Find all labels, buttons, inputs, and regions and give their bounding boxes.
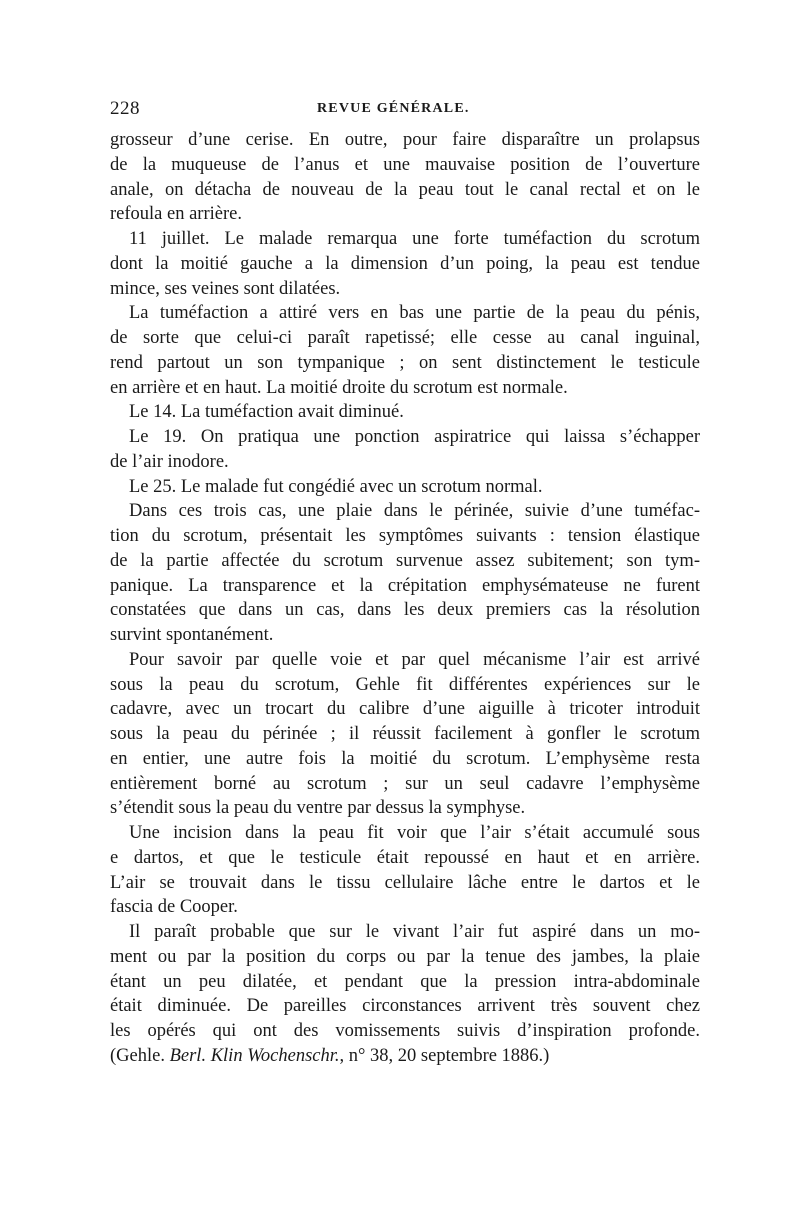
text-line: e dartos, et que le testicule était repoussé en haut et en arrière. xyxy=(110,847,700,868)
running-head xyxy=(110,98,698,124)
text-line: Pour savoir par quelle voie et par quel mécanisme l’air est arrivé xyxy=(129,649,700,670)
text-line: Le 14. La tuméfaction avait diminué. xyxy=(129,402,404,423)
text-line: anale, on détacha de nouveau de la peau tout le canal rectal et on le xyxy=(110,179,700,200)
text-line: Il paraît probable que sur le vivant l’air fut aspiré dans un mo- xyxy=(129,922,700,942)
text-line: rend partout un son tympanique ; on sent distinctement le testicule xyxy=(110,352,700,373)
text-line: fascia de Cooper. xyxy=(110,897,238,918)
text-line: de l’air inodore. xyxy=(110,451,229,472)
text-line: grosseur d’une cerise. En outre, pour faire disparaître un prolapsus xyxy=(110,130,700,150)
text-line: dont la moitié gauche a la dimension d’un poing, la peau est tendue xyxy=(110,253,700,274)
text-line: mince, ses veines sont dilatées. xyxy=(110,278,341,299)
page-number: 228 xyxy=(110,98,140,119)
text-line: panique. La transparence et la crépitation emphysémateuse ne furent xyxy=(110,575,700,596)
text-line: de la muqueuse de l’anus et une mauvaise position de l’ouverture xyxy=(110,154,700,175)
text-line: de sorte que celui-ci paraît rapetissé; elle cesse au canal inguinal, xyxy=(110,328,700,348)
text-line: en arrière et en haut. La moitié droite du scrotum est normale. xyxy=(110,377,568,398)
citation-details: , n° 38, 20 septembre 1886.) xyxy=(339,1045,550,1066)
text-line: sous la peau du scrotum, Gehle fit différentes expériences sur le xyxy=(110,674,700,695)
text-line: La tuméfaction a attiré vers en bas une partie de la peau du pénis, xyxy=(129,303,700,324)
text-line: sous la peau du périnée ; il réussit facilement à gonfler le scrotum xyxy=(110,724,700,744)
journal-title: Berl. Klin Wochenschr. xyxy=(169,1045,340,1066)
running-title: REVUE GÉNÉRALE. xyxy=(317,101,470,116)
text-line: les opérés qui ont des vomissements suivis d’inspiration profonde. xyxy=(110,1021,700,1041)
text-line: s’étendit sous la peau du ventre par dessus la symphyse. xyxy=(110,798,526,819)
text-line: tion du scrotum, présentait les symptômes suivants : tension élastique xyxy=(110,526,700,546)
text-line: 11 juillet. Le malade remarqua une forte tuméfaction du scrotum xyxy=(129,229,700,249)
text-line: étant un peu dilatée, et pendant que la pression intra-abdominale xyxy=(110,971,700,992)
text-line: Le 19. On pratiqua une ponction aspiratrice qui laissa s’échapper xyxy=(129,427,700,447)
text-line: cadavre, avec un trocart du calibre d’une aiguille à tricoter introduit xyxy=(110,699,700,720)
citation-line xyxy=(110,1044,700,1069)
text-line: Le 25. Le malade fut congédié avec un scrotum normal. xyxy=(129,476,543,497)
text-line: entièrement borné au scrotum ; sur un seul cadavre l’emphysème xyxy=(110,773,700,794)
text-line: L’air se trouvait dans le tissu cellulaire lâche entre le dartos et le xyxy=(110,872,700,893)
text-line: était diminuée. De pareilles circonstances arrivent très souvent chez xyxy=(110,996,700,1017)
text-line: Une incision dans la peau fit voir que l’air s’était accumulé sous xyxy=(129,823,700,843)
body-text xyxy=(110,128,700,1069)
citation-open: (Gehle. xyxy=(110,1045,170,1066)
text-line: de la partie affectée du scrotum survenue assez subitement; son tym- xyxy=(110,550,700,571)
text-line: ment ou par la position du corps ou par la tenue des jambes, la plaie xyxy=(110,946,700,967)
text-line: Dans ces trois cas, une plaie dans le périnée, suivie d’une tuméfac- xyxy=(129,501,700,522)
text-line: survint spontanément. xyxy=(110,625,274,645)
text-line: constatées que dans un cas, dans les deux premiers cas la résolution xyxy=(110,600,700,621)
text-line: refoula en arrière. xyxy=(110,204,242,225)
text-line: en entier, une autre fois la moitié du scrotum. L’emphysème resta xyxy=(110,748,700,769)
